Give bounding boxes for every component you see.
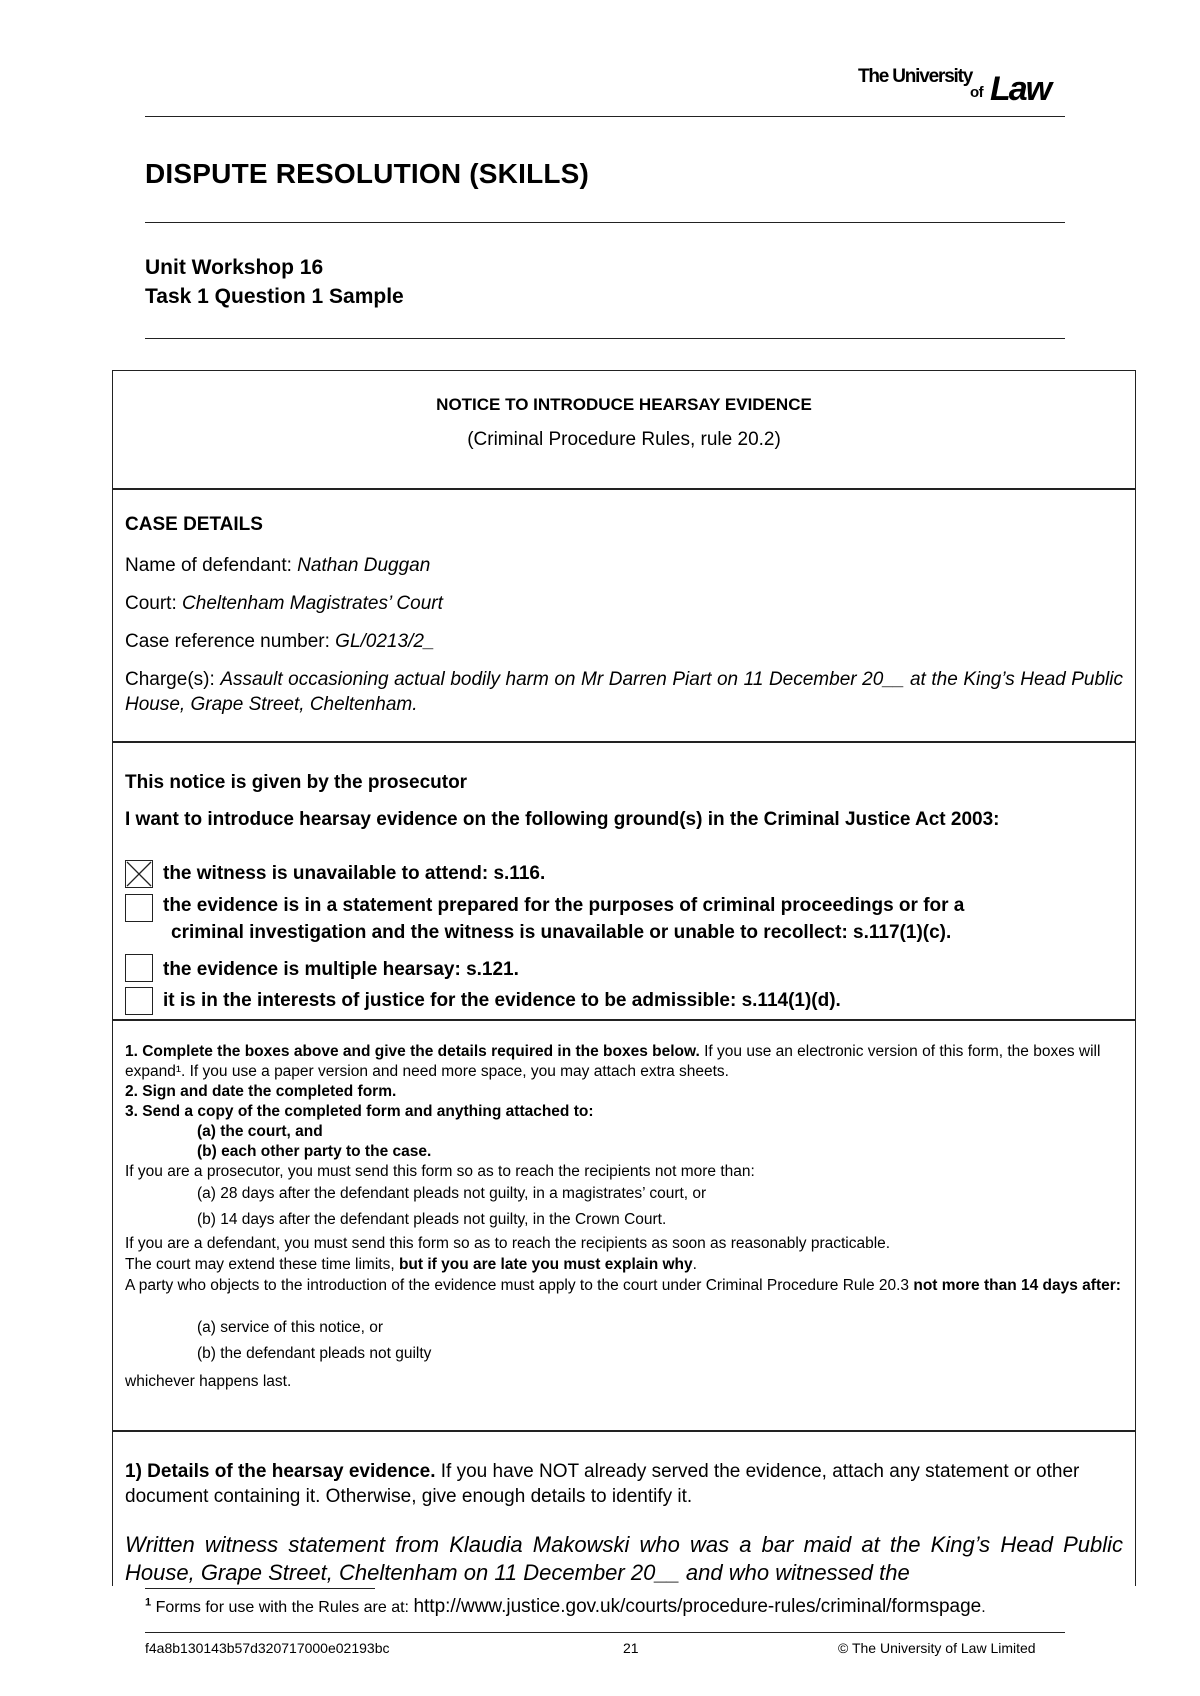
notice-header-box (112, 370, 1136, 490)
instruction-3a-text: (a) the court, and (197, 1123, 323, 1140)
instruction-2 (125, 1082, 1125, 1102)
object-b: (b) the defendant pleads not guilty (197, 1345, 432, 1362)
divider-top (145, 116, 1065, 117)
logo-line2: of (970, 84, 984, 101)
option-s114-label: it is in the interests of justice for the evidence to be admissible: s.114(1)(d). (163, 990, 841, 1011)
extend-text-bold: but if you are late you must explain why (398, 1256, 693, 1273)
instruction-3-text: 3. Send a copy of the completed form and anything attached to: (125, 1103, 594, 1120)
instruction-1-bold: 1. Complete the boxes above and give the details required in the boxes below. (125, 1043, 700, 1060)
case-ref-value: GL/0213/2_ (335, 631, 435, 652)
footer-copyright: © The University of Law Limited (838, 1640, 1036, 1656)
court-value: Cheltenham Magistrates’ Court (182, 593, 443, 614)
footnote-text: Forms for use with the Rules are at: (151, 1599, 414, 1616)
case-ref-row (125, 629, 1123, 654)
divider-title (145, 222, 1065, 223)
defendant-text: If you are a defendant, you must send this form so as to reach the recipients as soon as reasonably practicable. (125, 1235, 891, 1252)
prosecutor-b: (b) 14 days after the defendant pleads not guilty, in the Crown Court. (197, 1211, 667, 1228)
object-text-plain: A party who objects to the introduction of the evidence must apply to the court under Criminal Procedure Rule 20.3 (125, 1277, 914, 1294)
prosecutor-text: If you are a prosecutor, you must send this form so as to reach the recipients not more than: (125, 1163, 755, 1180)
object-text-bold: not more than 14 days after: (913, 1277, 1121, 1294)
given-by-text: This notice is given by the prosecutor (125, 772, 468, 793)
extend-text-end: . (692, 1256, 697, 1273)
instruction-3a (125, 1122, 1125, 1142)
page-title: DISPUTE RESOLUTION (SKILLS) (145, 158, 590, 189)
logo-line3: Law (990, 70, 1051, 108)
checkbox-s121[interactable] (125, 954, 153, 982)
grounds-box (112, 741, 1136, 1021)
divider-unit (145, 338, 1065, 339)
option-s117-label-cont: criminal investigation and the witness is unavailable or unable to recollect: s.117(1)(c). (171, 922, 952, 943)
extend-text-plain: The court may extend these time limits, (125, 1256, 399, 1273)
instructions-box (112, 1019, 1136, 1432)
option-s116-label: the witness is unavailable to attend: s.116. (163, 863, 546, 884)
footer-page-number: 21 (623, 1640, 639, 1656)
details-box (112, 1430, 1136, 1586)
case-details-box (112, 488, 1136, 743)
defendant-value: Nathan Duggan (297, 555, 431, 576)
divider-footer (145, 1632, 1065, 1633)
prosecutor-a: (a) 28 days after the defendant pleads not guilty, in a magistrates’ court, or (197, 1185, 707, 1202)
instruction-3 (125, 1102, 1125, 1122)
grounds-intro: I want to introduce hearsay evidence on the following ground(s) in the Criminal Justice Act 2003: (125, 809, 1000, 830)
defendant-row (125, 553, 1123, 578)
footnote-mark: 1 (145, 1596, 152, 1609)
checkbox-s114[interactable] (125, 987, 153, 1015)
details-hint: If you have NOT already served the evidence, attach any statement or other document containing it. Otherwise, give enough details to identify it. (125, 1461, 1080, 1507)
footnote-rule (145, 1588, 375, 1589)
notice-heading: NOTICE TO INTRODUCE HEARSAY EVIDENCE (436, 395, 812, 414)
checked-x-icon (126, 861, 152, 887)
details-heading: 1) Details of the hearsay evidence. (125, 1461, 436, 1482)
instruction-3b (125, 1142, 1125, 1162)
instruction-1-rest: If you use an electronic version of this form, the boxes will expand¹. If you use a paper version and need more space, you may attach extra sheets. (125, 1043, 1101, 1080)
task-label: Task 1 Question 1 Sample (145, 285, 404, 308)
court-label: Court: (125, 593, 183, 614)
checkbox-s116[interactable] (125, 860, 153, 888)
footnote-end: . (981, 1599, 986, 1616)
unit-block (145, 253, 404, 311)
object-a: (a) service of this notice, or (197, 1319, 384, 1336)
charge-label: Charge(s): (125, 669, 221, 690)
court-row (125, 591, 1123, 616)
details-text-field[interactable]: Written witness statement from Klaudia Makowski who was a bar maid at the King’s Head Public House, Grape Street, Cheltenham on 11 December 20__ and who witnessed the (125, 1532, 1123, 1585)
checkbox-s117[interactable] (125, 894, 153, 922)
unit-label: Unit Workshop 16 (145, 256, 324, 279)
case-details-heading: CASE DETAILS (125, 514, 263, 535)
university-logo (858, 66, 1068, 110)
option-s121-label: the evidence is multiple hearsay: s.121. (163, 959, 519, 980)
charge-row (125, 667, 1123, 717)
charge-value: Assault occasioning actual bodily harm on Mr Darren Piart on 11 December 20__ at the King’s Head Public House, Grape Street, Cheltenham. (125, 669, 1124, 715)
instruction-1 (125, 1042, 1125, 1082)
footer-doc-id: f4a8b130143b57d320717000e02193bc (145, 1640, 390, 1656)
object-text (125, 1276, 1125, 1296)
whichever-text: whichever happens last. (125, 1373, 292, 1390)
option-s117-label: the evidence is in a statement prepared for the purposes of criminal proceedings or for a (163, 895, 965, 916)
details-heading-row (125, 1459, 1123, 1509)
footnote (145, 1596, 986, 1618)
footnote-link[interactable]: http://www.justice.gov.uk/courts/procedure-rules/criminal/formspage (413, 1596, 982, 1617)
instruction-2-text: 2. Sign and date the completed form. (125, 1083, 397, 1100)
defendant-label: Name of defendant: (125, 555, 298, 576)
case-ref-label: Case reference number: (125, 631, 336, 652)
instruction-3b-text: (b) each other party to the case. (197, 1143, 432, 1160)
logo-line1: The University (858, 66, 973, 87)
extend-text (125, 1255, 1125, 1275)
notice-subheading: (Criminal Procedure Rules, rule 20.2) (467, 429, 781, 450)
